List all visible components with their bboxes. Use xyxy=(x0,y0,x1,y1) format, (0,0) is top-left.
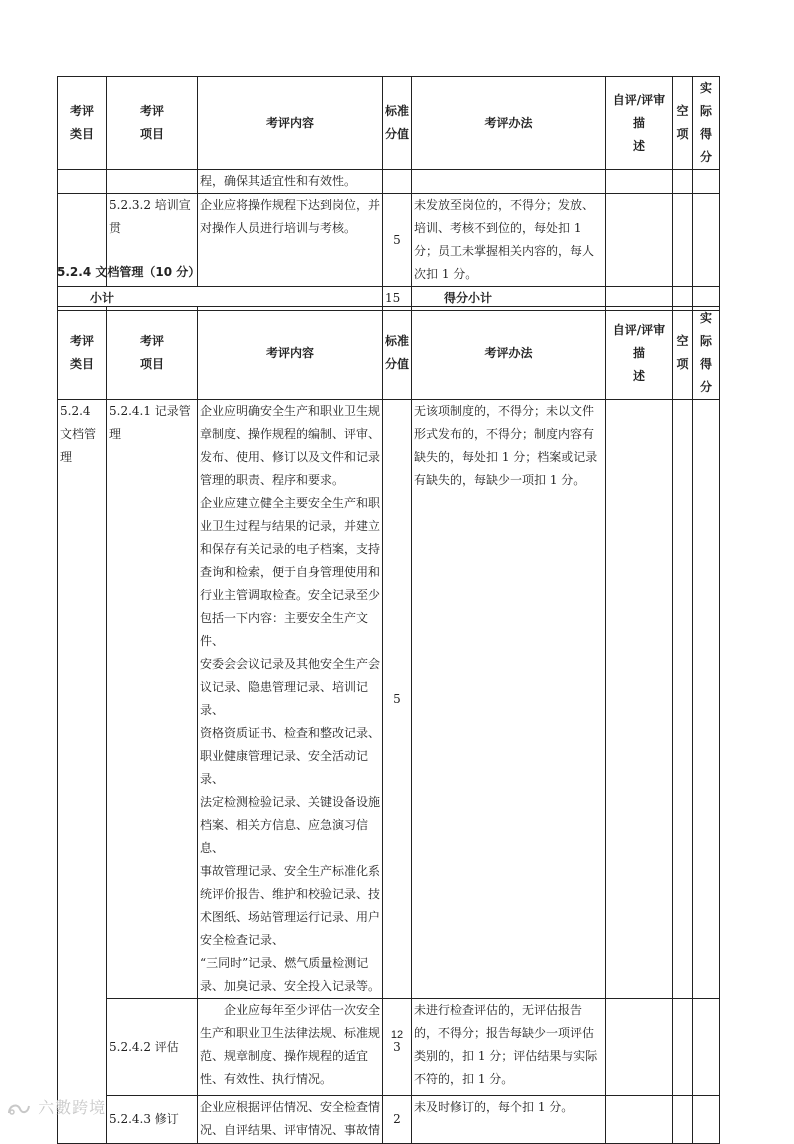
row-content: 企业应每年至少评估一次安全生产和职业卫生法律法规、标准规范、规章制度、操作规程的适宜性、有效性、执行情况。 xyxy=(198,999,383,1096)
row-content-records: 企业应明确安全生产和职业卫生规 章制度、操作规程的编制、评审、 发布、使用、修订以及文件和记录 管理的职责、程序和要求。 企业应建立健全主要安全生产和职 业卫生过程与结果的记录，并建立 和保存有关记录的电子档案，支持 查询和检索，便于自身管理使用和 行业主管调取检查。安全记录至少 包括一下内容：主要安全生产文件、 安委会会议记录及其他安全生产会 议记录、隐患管理记录、培训记录、 资格资质证书、检查和整改记录、 职业健康管理记录、安全活动记录、 法定检测检验记录、关键设备设施 档案、相关方信息、应急演习信息、 事故管理记录、安全生产标准化系 统评价报告、维护和校验记录、技 术图纸、场站管理运行记录、用户 安全检查记录、 “三同时”记录、燃气质量检测记 录、加臭记录、安全投入记录等。 xyxy=(198,400,383,999)
subtotal-score: 15 xyxy=(383,287,412,311)
page-number: 12 xyxy=(390,1029,404,1041)
header-item: 考评 项目 xyxy=(107,77,198,170)
row-item: 5.2.3.2 培训宣贯 xyxy=(107,194,198,287)
row-content: 企业应根据评估情况、安全检查情况、自评结果、评审情况、事故情 xyxy=(198,1096,383,1144)
row-content: 程，确保其适宜性和有效性。 xyxy=(198,170,383,194)
row-method: 未发放至岗位的，不得分；发放、培训、考核不到位的，每处扣 1 分；员工未掌握相关内容的，每人次扣 1 分。 xyxy=(412,194,606,287)
table-row xyxy=(58,1096,720,1144)
table-row xyxy=(58,999,720,1096)
header-score: 标准 分值 xyxy=(383,307,412,400)
table-header-row xyxy=(58,77,720,170)
row-method: 未进行检查评估的，无评估报告的，不得分；报告每缺少一项评估类别的，扣 1 分；评估结果与实际不符的，扣 1 分。 xyxy=(412,999,606,1096)
header-item: 考评 项目 xyxy=(107,307,198,400)
header-self-eval: 自评/评审描 述 xyxy=(606,77,673,170)
table-row xyxy=(58,400,720,999)
row-method: 未及时修订的，每个扣 1 分。 xyxy=(412,1096,606,1144)
header-content: 考评内容 xyxy=(198,307,383,400)
watermark-logo-icon xyxy=(6,1101,32,1117)
watermark-text: 六數跨境 xyxy=(38,1098,107,1117)
header-content: 考评内容 xyxy=(198,77,383,170)
subtotal-method-label: 得分小计 xyxy=(412,287,606,311)
table-row xyxy=(58,170,720,194)
row-item: 5.2.4.1 记录管理 xyxy=(107,400,198,999)
scoring-table-2 xyxy=(57,306,720,1144)
header-actual: 实际 得分 xyxy=(693,77,720,170)
row-score: 3 xyxy=(383,999,412,1096)
row-item: 5.2.4.3 修订 xyxy=(107,1096,198,1144)
header-category: 考评 类目 xyxy=(58,307,107,400)
header-category: 考评 类目 xyxy=(58,77,107,170)
header-method: 考评办法 xyxy=(412,307,606,400)
row-category: 5.2.4 文档管理 xyxy=(58,400,107,1144)
subtotal-label: 小计 xyxy=(58,287,383,311)
row-score: 5 xyxy=(383,400,412,999)
header-score: 标准 分值 xyxy=(383,77,412,170)
row-item: 5.2.4.2 评估 xyxy=(107,999,198,1096)
header-blank: 空 项 xyxy=(673,77,693,170)
header-method: 考评办法 xyxy=(412,77,606,170)
row-method: 无该项制度的，不得分；未以文件形式发布的，不得分；制度内容有缺失的，每处扣 1 分；档案或记录有缺失的，每缺少一项扣 1 分。 xyxy=(412,400,606,999)
row-score: 5 xyxy=(383,194,412,287)
row-content: 企业应将操作规程下达到岗位，并对操作人员进行培训与考核。 xyxy=(198,194,383,287)
row-score: 2 xyxy=(383,1096,412,1144)
table-header-row xyxy=(58,307,720,400)
section-title: 5.2.4 文档管理（10 分） xyxy=(57,265,201,279)
header-blank: 空 项 xyxy=(673,307,693,400)
watermark xyxy=(6,1095,106,1118)
header-self-eval: 自评/评审描 述 xyxy=(606,307,673,400)
header-actual: 实际 得分 xyxy=(693,307,720,400)
